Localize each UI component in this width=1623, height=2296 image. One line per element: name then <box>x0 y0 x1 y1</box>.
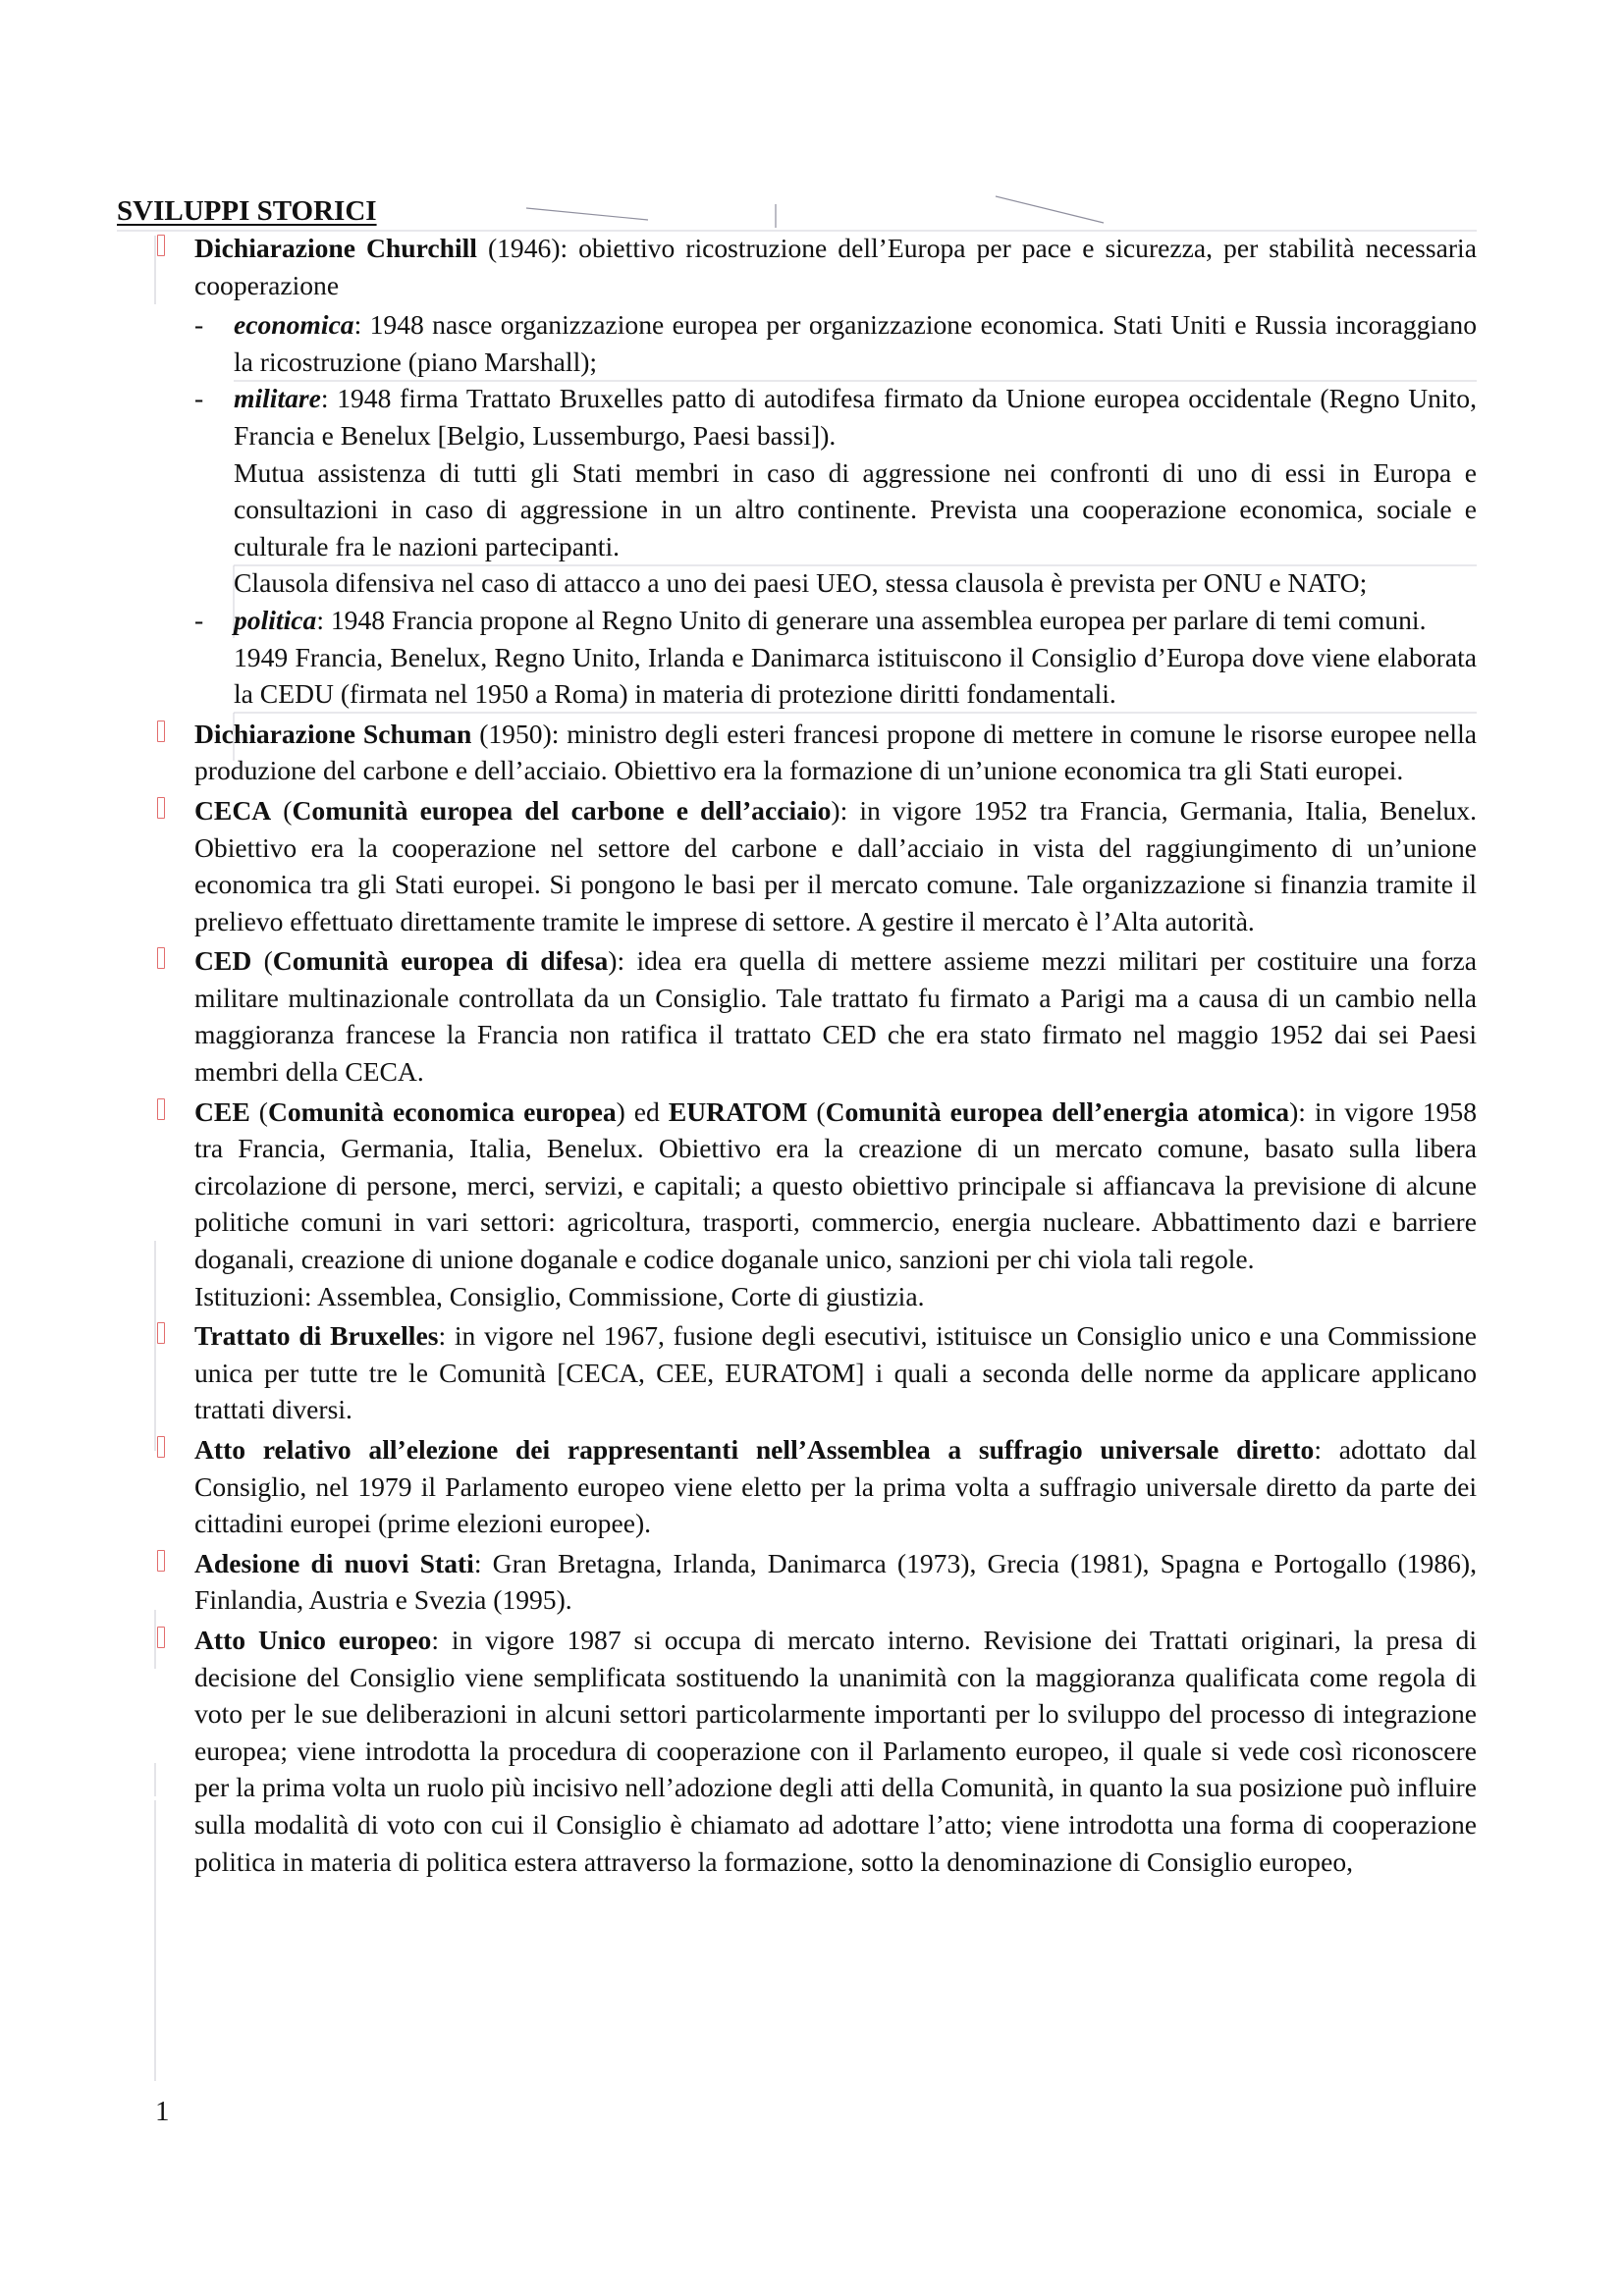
page-number: 1 <box>155 2096 170 2127</box>
document-body <box>117 230 1477 1883</box>
dash-marker: - <box>194 604 204 635</box>
item-text: : Gran Bretagna, Irlanda, Danimarca (1973), Grecia (1981), Spagna e Portogallo (1986), Finlandia, Austria e Svezia (1995). <box>194 1547 1477 1616</box>
item-heading: CED <box>194 945 252 977</box>
sub-item-militare <box>117 380 1477 454</box>
dash-marker: - <box>194 309 204 341</box>
item-text: ): idea era quella di mettere assieme mezzi militari per costituire una forza militare multinazionale controllata da un Consiglio. Tale trattato fu firmato a Parigi ma a causa di un cambio nella maggioranza francese la Francia non ratifica il trattato CED che era stato firmato nel maggio 1952 dai sei Paesi membri della CECA. <box>194 945 1477 1088</box>
item-text: ( <box>807 1095 826 1127</box>
item-text: : in vigore 1987 si occupa di mercato interno. Revisione dei Trattati originari, la presa di decisione del Consiglio viene semplificata sostituendo la unanimità con la maggioranza qualificata come regola di voto per le sue deliberazioni in alcuni settori particolarmente importanti per lo sviluppo del processo di integrazione europea; viene introdotta la procedura di cooperazione con il Parlamento europeo, il quale si vede così riconoscere per la prima volta un ruolo più incisivo nell’adozione degli atti della Comunità, in quanto la sua posizione può influire sulla modalità di voto con cui il Consiglio è chiamato ad adottare l’atto; viene introdotta una forma di cooperazione politica in materia di politica estera attraverso la formazione, sotto la denominazione di Consiglio europeo, <box>194 1624 1477 1877</box>
paragraph: Mutua assistenza di tutti gli Stati membri in caso di aggressione nei confronti di uno di essi in Europa e consultazioni in caso di aggressione in un altro continente. Prevista una cooperazione economica, sociale e culturale fra le nazioni partecipanti. <box>234 456 1477 561</box>
page-title: SVILUPPI STORICI <box>117 195 377 227</box>
list-item-ceca <box>117 792 1477 939</box>
sub-item-text: : 1948 nasce organizzazione europea per organizzazione economica. Stati Uniti e Russia incoraggiano la ricostruzione (piano Marshall); <box>234 309 1477 377</box>
sub-item-term: economica <box>234 309 354 341</box>
paragraph: Istituzioni: Assemblea, Consiglio, Commissione, Corte di giustizia. <box>194 1280 925 1311</box>
item-text: ): in vigore 1958 tra Francia, Germania, Italia, Benelux. Obiettivo era la creazione di un mercato comune, basato sulla libera circolazione di persone, merci, servizi, e capitali; a questo obiettivo principale si affiancava la previsione di alcune politiche comuni in vari settori: agricoltura, trasporti, commercio, energia nucleare. Abbattimento dazi e barriere doganali, creazione di unione doganale e codice doganale unico, sanzioni per chi viola tali regole. <box>194 1095 1478 1275</box>
paragraph: Clausola difensiva nel caso di attacco a uno dei paesi UEO, stessa clausola è prevista per ONU e NATO; <box>234 567 1368 599</box>
list-item-cee-euratom <box>117 1094 1477 1278</box>
list-item-atto-unico <box>117 1622 1477 1880</box>
list-item-trattato-bruxelles <box>117 1317 1477 1428</box>
sub-item-text: : 1948 Francia propone al Regno Unito di generare una assemblea europea per parlare di temi comuni. <box>316 604 1427 635</box>
sub-item-text: : 1948 firma Trattato Bruxelles patto di autodifesa firmato da Unione europea occidentale (Regno Unito, Francia e Benelux [Belgio, Lussemburgo, Paesi bassi]). <box>234 383 1477 451</box>
paragraph: 1949 Francia, Benelux, Regno Unito, Irlanda e Danimarca istituiscono il Consiglio d’Europa dove viene elaborata la CEDU (firmata nel 1950 a Roma) in materia di protezione diritti fondamentali. <box>234 641 1477 710</box>
item-heading: Dichiarazione Schuman <box>194 718 472 749</box>
item-heading: EURATOM <box>668 1095 808 1127</box>
sub-item-term: politica <box>234 604 317 635</box>
sub-item-term: militare <box>234 383 321 414</box>
item-heading: Comunità economica europea <box>267 1095 617 1127</box>
list-item-churchill <box>117 230 1477 303</box>
item-text: : in vigore nel 1967, fusione degli esecutivi, istituisce un Consiglio unico e una Commissione unica per tutte tre le Comunità [CECA, CEE, EURATOM] i quali a seconda delle norme da applicare applicano trattati diversi. <box>194 1320 1478 1425</box>
bullet-marker-icon <box>157 797 165 819</box>
item-heading: Atto relativo all’elezione dei rappresentanti nell’Assemblea a suffragio universale diretto <box>194 1434 1315 1465</box>
item-text: ( <box>271 794 293 826</box>
item-text: ) ed <box>616 1095 669 1127</box>
bullet-marker-icon <box>157 721 165 742</box>
item-text: (1946): obiettivo ricostruzione dell’Europa per pace e sicurezza, per stabilità necessaria cooperazione <box>194 233 1477 300</box>
list-item-schuman <box>117 716 1477 789</box>
bullet-marker-icon <box>157 1550 165 1572</box>
sub-item-economica <box>117 306 1477 380</box>
list-item-adesione <box>117 1545 1477 1619</box>
bullet-marker-icon <box>157 1436 165 1458</box>
bullet-marker-icon <box>157 235 165 256</box>
bullet-marker-icon <box>157 1098 165 1120</box>
list-item-atto-elezione <box>117 1431 1477 1542</box>
guide-line <box>996 196 1104 223</box>
item-text: (1950): ministro degli esteri francesi propone di mettere in comune le risorse europee nella produzione del carbone e dell’acciaio. Obiettivo era la formazione di un’unione economica tra gli Stati europei. <box>194 718 1477 786</box>
item-heading: Adesione di nuovi Stati <box>194 1547 474 1578</box>
bullet-marker-icon <box>157 947 165 969</box>
item-heading: Trattato di Bruxelles <box>194 1320 439 1352</box>
item-heading: CECA <box>194 794 272 826</box>
item-text: : adottato dal Consiglio, nel 1979 il Parlamento europeo viene eletto per la prima volta a suffragio universale diretto da parte dei cittadini europei (prime elezioni europee). <box>194 1434 1478 1539</box>
item-heading: Atto Unico europeo <box>194 1624 432 1655</box>
bullet-marker-icon <box>157 1322 165 1344</box>
item-text: ( <box>251 945 273 977</box>
item-text: ( <box>249 1095 268 1127</box>
guide-line <box>526 208 648 220</box>
item-heading: CEE <box>194 1095 250 1127</box>
bullet-marker-icon <box>157 1627 165 1648</box>
item-heading: Comunità europea di difesa <box>272 945 609 977</box>
item-heading: Dichiarazione Churchill <box>194 233 477 263</box>
item-heading: Comunità europea del carbone e dell’acciaio <box>292 794 832 826</box>
list-item-ced <box>117 942 1477 1090</box>
dash-marker: - <box>194 383 204 414</box>
item-heading: Comunità europea dell’energia atomica <box>825 1095 1290 1127</box>
item-text: ): in vigore 1952 tra Francia, Germania, Italia, Benelux. Obiettivo era la cooperazione nel settore del carbone e dall’acciaio in vista del raggiungimento di un’unione economica tra gli Stati europei. Si pongono le basi per il mercato comune. Tale organizzazione si finanzia tramite il prelievo effettuato direttamente tramite le imprese di settore. A gestire il mercato è l’Alta autorità. <box>194 794 1477 936</box>
sub-item-politica <box>117 602 1477 639</box>
